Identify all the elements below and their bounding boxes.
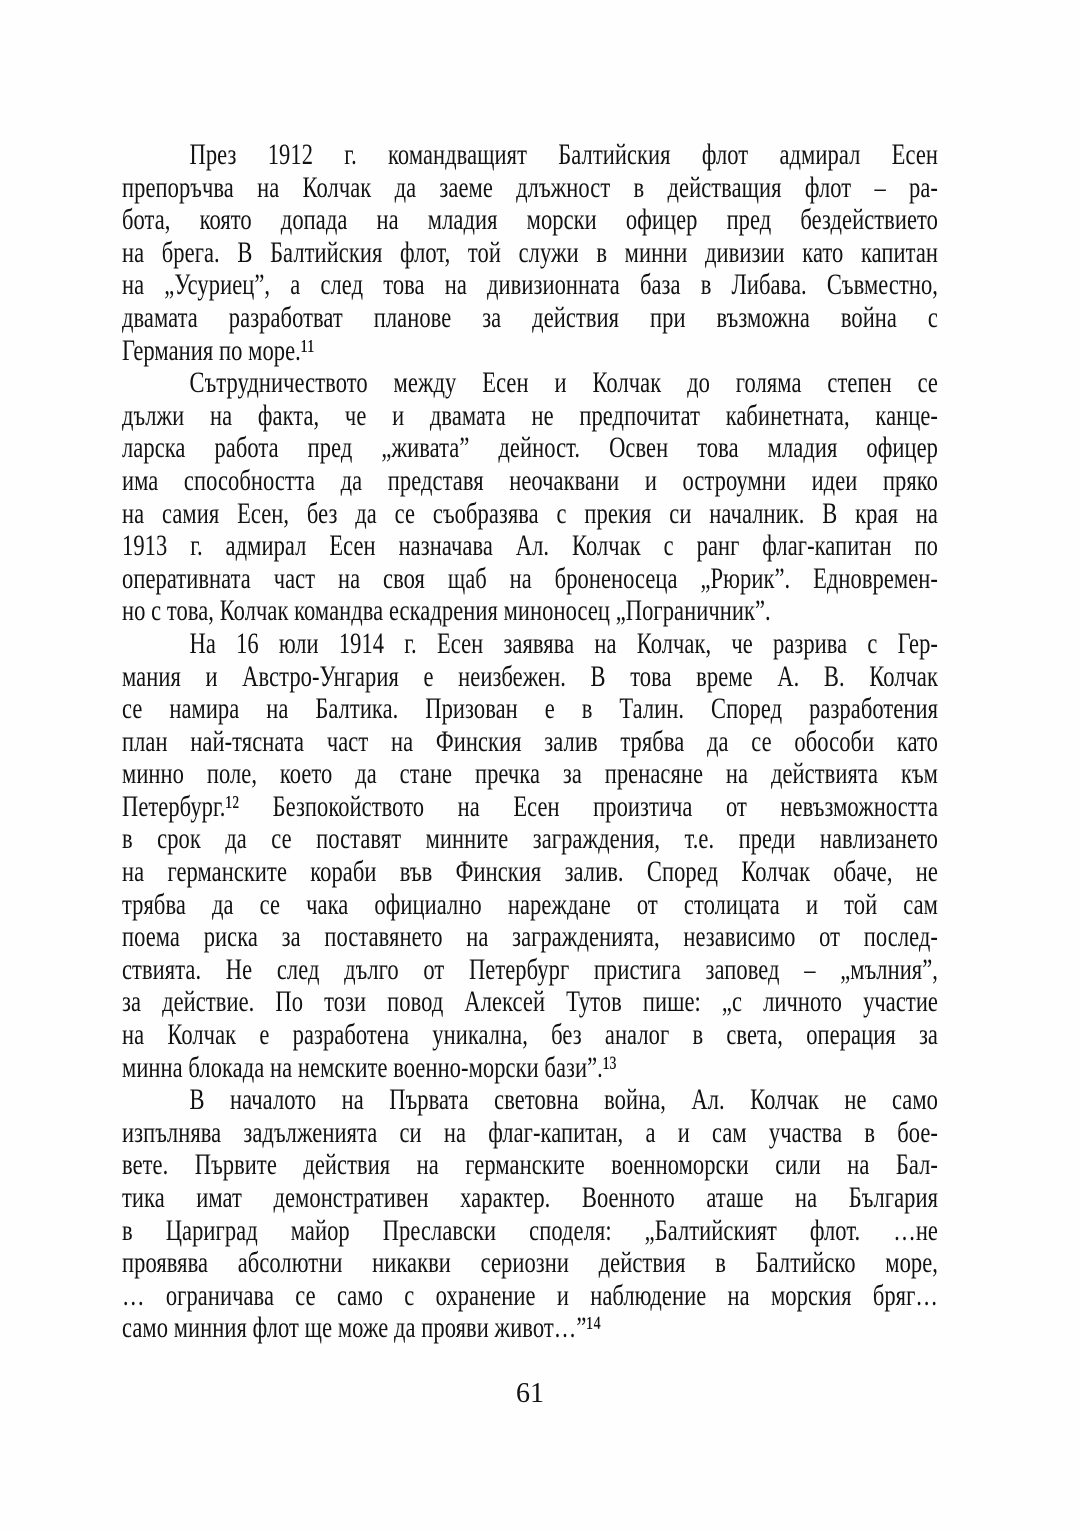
text-line: план най-тясната част на Финския залив трябва да се обособи като <box>122 724 938 758</box>
paragraph <box>122 139 938 367</box>
text-line: има способността да представя неочаквани и остроумни идеи пряко <box>122 463 938 497</box>
text-line: на самия Есен, без да се съобразява с прекия си началник. В края на <box>122 496 938 530</box>
text-line: тика имат демонстративен характер. Военното аташе на България <box>122 1181 938 1214</box>
text-line: дължи на факта, че и двамата не предпочитат кабинетната, канце- <box>122 398 938 432</box>
text-line: в срок да се поставят минните заграждения, т.е. преди навлизането <box>122 822 938 856</box>
text-block <box>122 139 938 1345</box>
text-line: изпълнява задълженията си на флаг-капитан, а и сам участва в бое- <box>122 1115 938 1149</box>
text-line: ствията. Не след дълго от Петербург пристига заповед – „мълния”, <box>122 952 938 986</box>
text-line: препоръчва на Колчак да заеме длъжност в действащия флот – ра- <box>122 170 938 204</box>
text-line: за действие. По този повод Алексей Тутов пише: „с личното участие <box>122 985 938 1019</box>
paragraph <box>122 1084 938 1345</box>
paragraph <box>122 367 938 628</box>
text-line: в Цариград майор Преславски споделя: „Балтийският флот. …не <box>122 1213 938 1247</box>
text-line: минно поле, което да стане пречка за пренасяне на действията към <box>122 757 938 791</box>
text-line: В началото на Първата световна война, Ал. Колчак не само <box>189 1083 938 1117</box>
text-line: оперативната част на своя щаб на броненосеца „Рюрик”. Едновремен- <box>122 561 938 595</box>
text-line: бота, която допада на младия морски офицер пред бездействието <box>122 203 938 237</box>
text-line: Петербург.¹² Безпокойството на Есен произтича от невъзможността <box>122 789 938 823</box>
text-line: но с това, Колчак командва ескадрения миноносец „Пограничник”. <box>122 594 771 628</box>
text-line: на брега. В Балтийския флот, той служи в минни дивизии като капитан <box>122 235 938 269</box>
text-line: … ограничава се само с охранение и наблюдение на морския бряг… <box>122 1278 938 1312</box>
text-line: на германските кораби във Финския залив. Според Колчак обаче, не <box>122 855 938 889</box>
text-line: на „Усуриец”, а след това на дивизионната база в Либава. Съвместно, <box>122 268 938 302</box>
text-line: проявява абсолютни никакви сериозни действия в Балтийско море, <box>122 1246 938 1280</box>
text-line: мания и Австро-Унгария е неизбежен. В това време А. В. Колчак <box>122 659 938 693</box>
text-line: минна блокада на немските военно-морски бази”.¹³ <box>122 1050 617 1084</box>
text-line: ларска работа пред „живата” дейност. Освен това младия офицер <box>122 431 938 465</box>
text-line: Германия по море.¹¹ <box>122 333 315 367</box>
text-line: вете. Първите действия на германските военноморски сили на Бал- <box>122 1148 938 1182</box>
text-line: поема риска за поставянето на загражденията, независимо от послед- <box>122 920 938 954</box>
text-line: През 1912 г. командващият Балтийския флот адмирал Есен <box>189 138 938 171</box>
paragraph <box>122 628 938 1084</box>
text-line: само минния флот ще може да прояви живот…”¹⁴ <box>122 1311 602 1345</box>
text-line: се намира на Балтика. Призован е в Талин. Според разработения <box>122 692 938 726</box>
text-line: трябва да се чака официално нареждане от столицата и той сам <box>122 887 938 921</box>
text-line: на Колчак е разработена уникална, без аналог в света, операция за <box>122 1018 938 1052</box>
text-line: На 16 юли 1914 г. Есен заявява на Колчак, че разрива с Гер- <box>189 626 938 660</box>
page-number: 61 <box>516 1378 544 1409</box>
text-line: Сътрудничеството между Есен и Колчак до голяма степен се <box>189 366 938 400</box>
text-line: двамата разработват планове за действия при възможна война с <box>122 300 938 334</box>
text-line: 1913 г. адмирал Есен назначава Ал. Колчак с ранг флаг-капитан по <box>122 529 938 563</box>
